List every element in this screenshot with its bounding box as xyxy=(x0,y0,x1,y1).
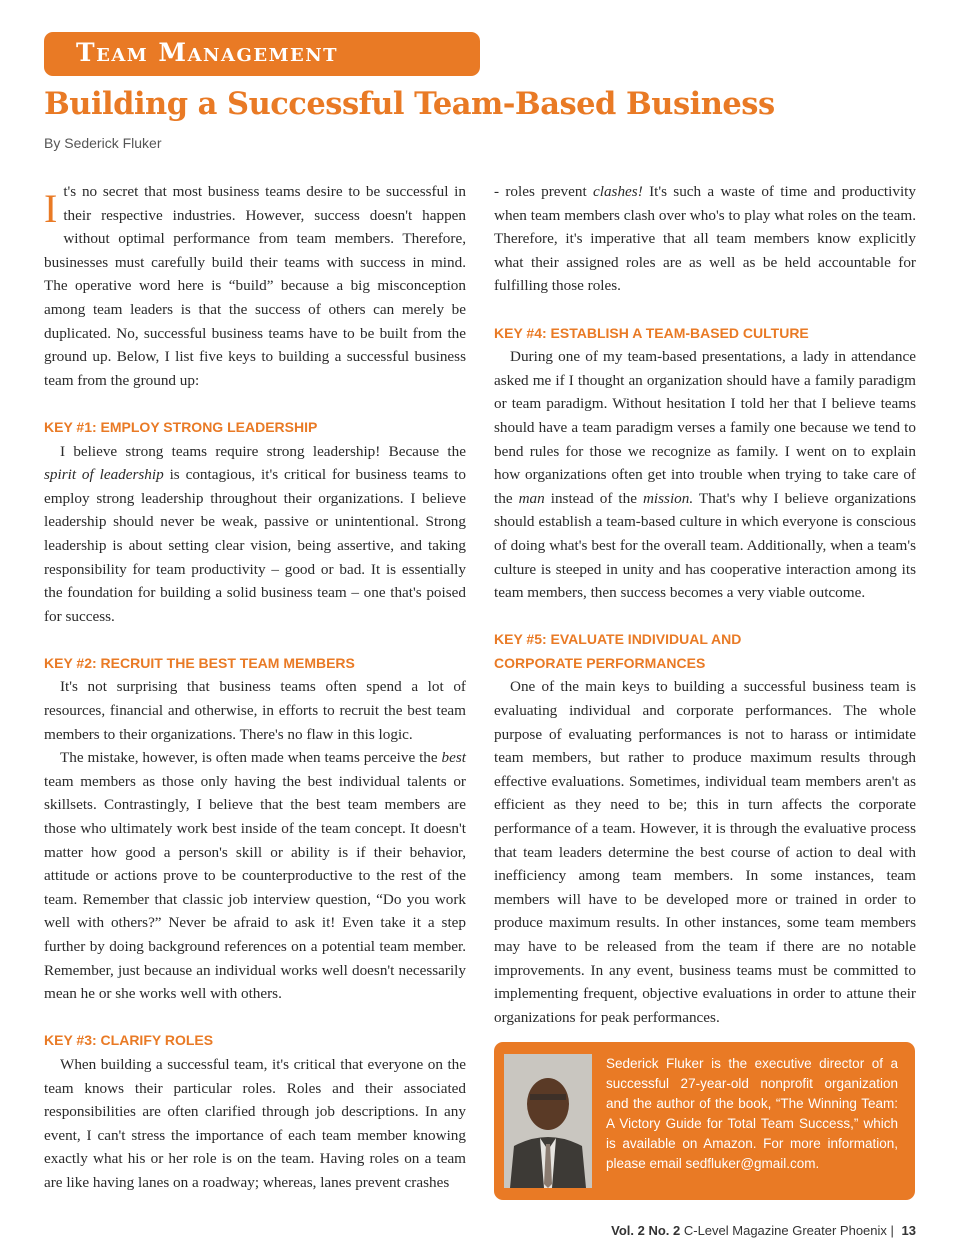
key5-paragraph: One of the main keys to building a successful business team is evaluating individual and corporate performances. The whole purpose of evaluating performances is not to harass or intimidate team members, but rather to produce maximum results through effective evaluations. Sometimes, individual team members aren't as efficient as they need to be; this in turn affects the corporate performance of a team. However, it is through the evaluative process that team leaders determine the best course of action to deal with inefficiency among team members. In some instances, team members will have to be developed more or trained in order to produce maximum results. In other instances, some team members may have to be released from the team if there are no notable improvements. In any event, business teams must be committed to implementing frequent, objective evaluations in order to attune their organizations for peak performances. xyxy=(494,678,916,1026)
intro-paragraph: It's no secret that most business teams desire to be successful in their respective industries. However, success doesn't happen without optimal performance from team members. Therefore, businesses must carefully build their teams with success in mind. The operative word here is “build” because a big misconception among team leaders is that the success of others can merely be duplicated. No, successful business teams have to be built from the ground up. Below, I list five keys to building a successful business team from the ground up: xyxy=(44,183,466,389)
key2-heading: KEY #2: RECRUIT THE BEST TEAM MEMBERS xyxy=(44,654,355,671)
key3-continued-paragraph: - roles prevent clashes! It's such a waste of time and productivity when team members clash over who's to play what roles on the team. Therefore, it's imperative that all team members know explicitly what their assigned roles are as well as be held accountable for fulfilling those roles. xyxy=(494,183,916,295)
key5-heading-line2: CORPORATE PERFORMANCES xyxy=(494,654,706,671)
key2-paragraph-1: It's not surprising that business teams often spend a lot of resources, financial and otherwise, in efforts to recruit the best team members to their organizations. There's no flaw in this logic. xyxy=(44,678,466,743)
article-title: Building a Successful Team-Based Business xyxy=(44,86,775,122)
key1-heading: KEY #1: EMPLOY STRONG LEADERSHIP xyxy=(44,418,318,435)
key2-paragraph-2: The mistake, however, is often made when teams perceive the best team members as those only having the best individual talents or skillsets. Contrastingly, I believe that the best team members are those who ultimately work best inside of the team concept. It doesn't matter how good a person's skill or ability is if their behavior, attitude or actions prove to be counterproductive to the rest of the team. Remember that classic job interview question, “Do you work well with others?” Never be afraid to ask it! Even take it a step further by doing background references on a potential team member. Remember, just because an individual works well doesn't necessarily mean he or she works well with others. xyxy=(44,749,466,1003)
key4-paragraph: During one of my team-based presentations, a lady in attendance asked me if I thought an organization should have a family paradigm or team paradigm. Without hesitation I told her that I believe teams should have a team paradigm verses a family one because we tend to bend rules for those we recognize as family. I went on to explain how organizations often get into trouble when trying to take care of the man instead of the mission. That's why I believe organizations should establish a team-based culture in which everyone is conscious of doing what's best for the overall team. Additionally, when a team's culture is steeped in unity and has cooperative interaction among its team members, then success becomes a very viable outcome. xyxy=(494,348,916,602)
right-column xyxy=(494,180,916,1029)
author-bio-box xyxy=(494,1042,915,1200)
author-photo xyxy=(504,1054,592,1188)
issue-number: Vol. 2 No. 2 xyxy=(611,1223,681,1238)
section-label: Team Management xyxy=(76,38,339,67)
article-byline: By Sederick Fluker xyxy=(44,135,162,151)
page-footer xyxy=(611,1223,916,1238)
left-column xyxy=(44,180,466,1195)
publication-name: C-Level Magazine Greater Phoenix | xyxy=(683,1223,894,1238)
key1-paragraph: I believe strong teams require strong leadership! Because the spirit of leadership is contagious, it's critical for business teams to employ strong leadership throughout their organizations. I believe leadership should never be weak, passive or unintentional. Strong leadership is about setting clear vision, being assertive, and taking responsibility for team productivity – good or bad. It is essentially the foundation for building a solid business team – one that's poised for success. xyxy=(44,442,466,625)
key3-heading: KEY #3: CLARIFY ROLES xyxy=(44,1032,214,1049)
key5-heading-line1: KEY #5: EVALUATE INDIVIDUAL AND xyxy=(494,631,742,648)
section-banner xyxy=(44,32,480,76)
key4-heading: KEY #4: ESTABLISH A TEAM-BASED CULTURE xyxy=(494,324,809,341)
page-number: 13 xyxy=(901,1223,916,1238)
drop-cap: I xyxy=(44,186,58,231)
author-portrait-icon xyxy=(504,1054,592,1188)
author-bio-text: Sederick Fluker is the executive director of a successful 27-year-old nonprofit organization and the author of the book, “The Winning Team: A Victory Guide for Total Team Success,” which is available on Amazon. For more information, please email sedfluker@gmail.com. xyxy=(606,1056,898,1171)
key3-paragraph: When building a successful team, it's critical that everyone on the team knows their particular roles. Roles and their associated responsibilities are often clarified through job descriptions. In any event, I can't stress the importance of each team member knowing exactly what his or her role is on the team. Having roles on a team are like having lanes on a roadway; whereas, lanes prevent crashes xyxy=(44,1055,466,1191)
